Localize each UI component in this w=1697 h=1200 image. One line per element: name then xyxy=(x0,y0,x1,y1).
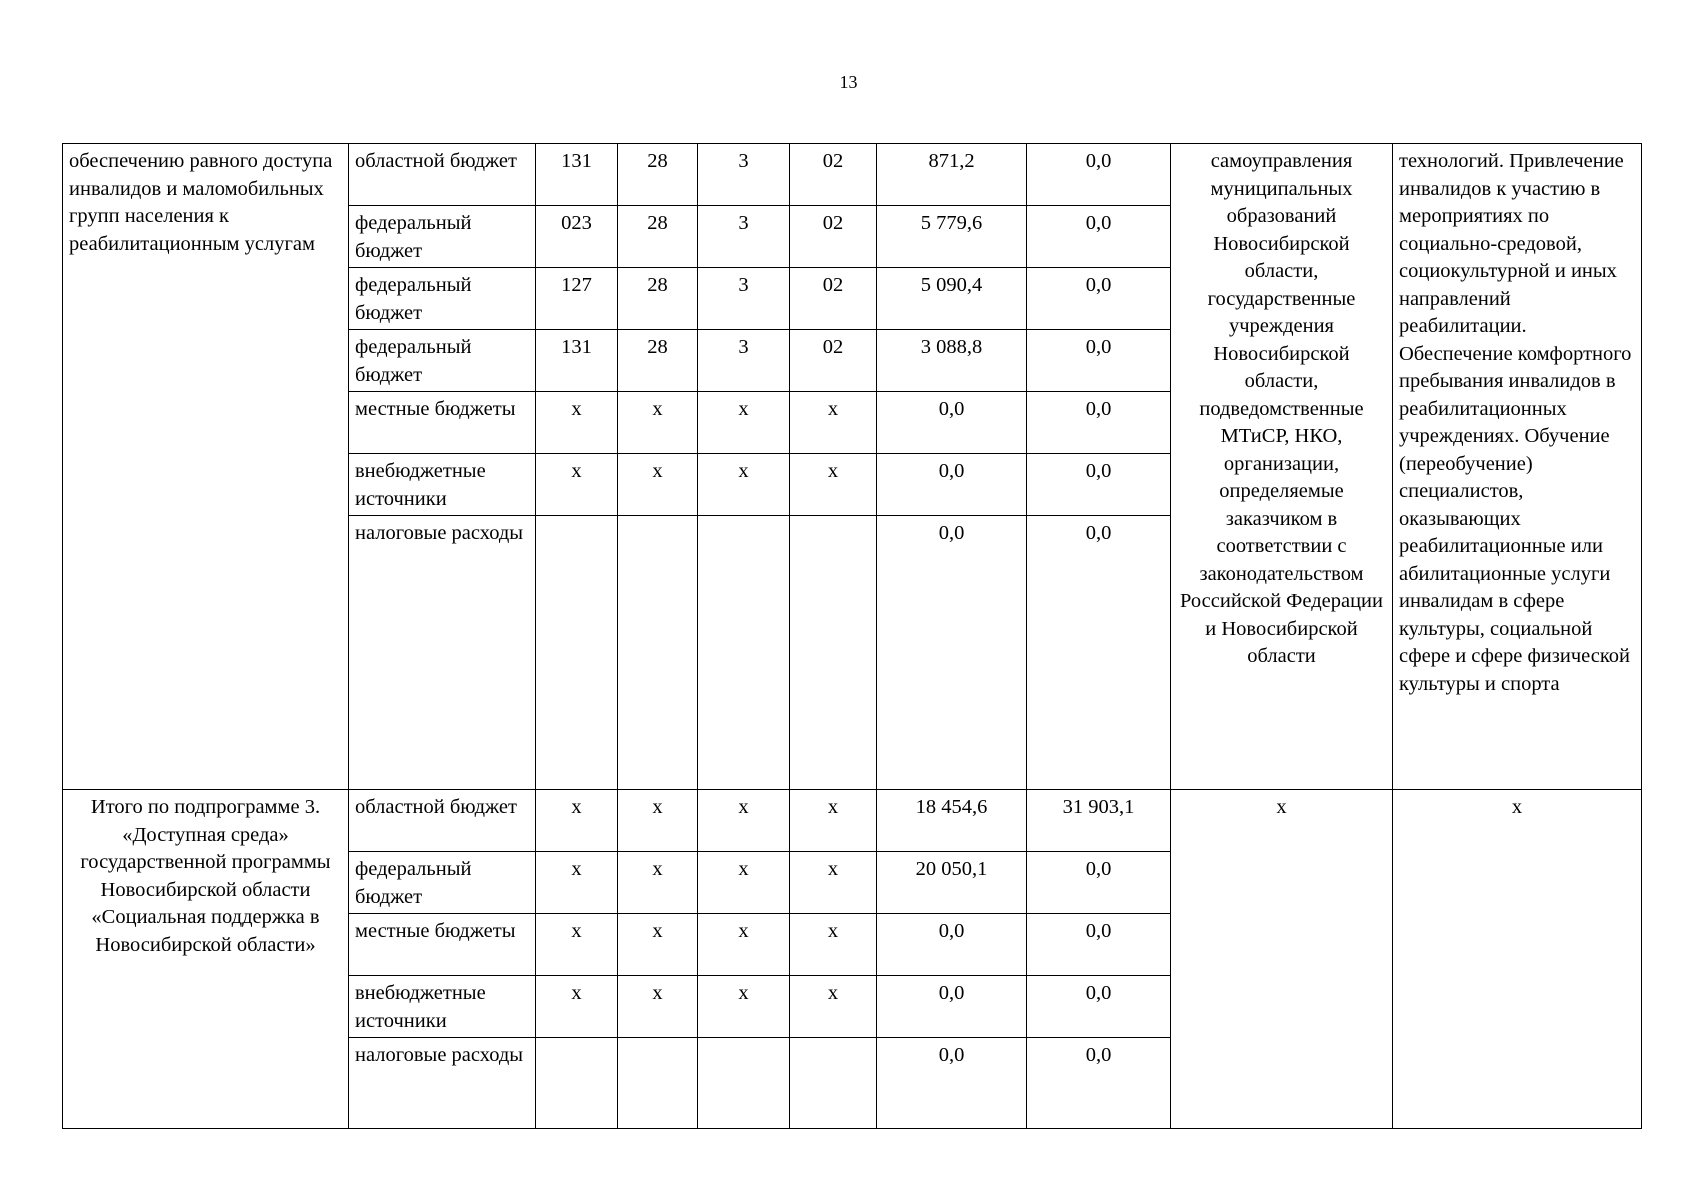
amount-cell: 0,0 xyxy=(1027,330,1171,392)
funding-source-cell: внебюджетные источники xyxy=(349,454,536,516)
amount-cell: 18 454,6 xyxy=(877,790,1027,852)
code-cell: x xyxy=(618,392,698,454)
amount-cell: 0,0 xyxy=(1027,852,1171,914)
code-cell: x xyxy=(790,790,877,852)
funding-source-cell: налоговые расходы xyxy=(349,516,536,790)
code-cell: 02 xyxy=(790,206,877,268)
code-cell: x xyxy=(536,790,618,852)
code-cell: 3 xyxy=(698,268,790,330)
funding-source-cell: федеральный бюджет xyxy=(349,206,536,268)
code-cell: x xyxy=(698,392,790,454)
amount-cell: 0,0 xyxy=(877,454,1027,516)
funding-source-cell: федеральный бюджет xyxy=(349,852,536,914)
amount-cell: 0,0 xyxy=(1027,392,1171,454)
amount-cell: 5 090,4 xyxy=(877,268,1027,330)
code-cell: 02 xyxy=(790,144,877,206)
funding-source-cell: областной бюджет xyxy=(349,144,536,206)
code-cell xyxy=(698,1038,790,1129)
code-cell: 28 xyxy=(618,144,698,206)
funding-source-cell: федеральный бюджет xyxy=(349,268,536,330)
program-table xyxy=(62,143,1642,1129)
amount-cell: 20 050,1 xyxy=(877,852,1027,914)
funding-source-cell: местные бюджеты xyxy=(349,914,536,976)
code-cell: x xyxy=(618,914,698,976)
code-cell: 28 xyxy=(618,330,698,392)
amount-cell: 0,0 xyxy=(877,1038,1027,1129)
code-cell: 02 xyxy=(790,330,877,392)
code-cell: 3 xyxy=(698,330,790,392)
code-cell: x xyxy=(698,976,790,1038)
amount-cell: 0,0 xyxy=(1027,144,1171,206)
amount-cell: 871,2 xyxy=(877,144,1027,206)
amount-cell: 0,0 xyxy=(877,976,1027,1038)
code-cell: 28 xyxy=(618,268,698,330)
amount-cell: 0,0 xyxy=(877,516,1027,790)
code-cell: 3 xyxy=(698,144,790,206)
code-cell: 127 xyxy=(536,268,618,330)
code-cell: x xyxy=(536,976,618,1038)
code-cell: x xyxy=(698,790,790,852)
code-cell: x xyxy=(536,392,618,454)
code-cell: 02 xyxy=(790,268,877,330)
code-cell xyxy=(618,1038,698,1129)
funding-source-cell: федеральный бюджет xyxy=(349,330,536,392)
amount-cell: 0,0 xyxy=(1027,976,1171,1038)
code-cell: 28 xyxy=(618,206,698,268)
code-cell: 131 xyxy=(536,144,618,206)
code-cell: x xyxy=(790,914,877,976)
amount-cell: 0,0 xyxy=(877,914,1027,976)
code-cell xyxy=(536,516,618,790)
code-cell xyxy=(536,1038,618,1129)
funding-source-cell: областной бюджет xyxy=(349,790,536,852)
event-title-cell: обеспечению равного доступа инвалидов и маломобильных групп населения к реабилитационным услугам xyxy=(63,144,349,790)
amount-cell: 5 779,6 xyxy=(877,206,1027,268)
code-cell: x xyxy=(790,392,877,454)
code-cell xyxy=(790,516,877,790)
amount-cell: 0,0 xyxy=(1027,268,1171,330)
code-cell: x xyxy=(698,852,790,914)
expected-result-cell: технологий. Привлечение инвалидов к участию в мероприятиях по социально-средовой, социокультурной и иных направлений реабилитации. Обеспечение комфортного пребывания инвалидов в реабилитационных учреждениях. Обучение (переобучение) специалистов, оказывающих реабилитационные или абилитационные услуги инвалидам в сфере культуры, социальной сфере и сфере физической культуры и спорта xyxy=(1393,144,1642,790)
amount-cell: 0,0 xyxy=(1027,516,1171,790)
executors-cell: x xyxy=(1171,790,1393,1129)
code-cell: 131 xyxy=(536,330,618,392)
code-cell: x xyxy=(790,454,877,516)
amount-cell: 31 903,1 xyxy=(1027,790,1171,852)
code-cell xyxy=(698,516,790,790)
code-cell xyxy=(618,516,698,790)
amount-cell: 0,0 xyxy=(1027,1038,1171,1129)
code-cell: x xyxy=(790,976,877,1038)
code-cell: x xyxy=(536,454,618,516)
amount-cell: 0,0 xyxy=(877,392,1027,454)
executors-cell: самоуправления муниципальных образований Новосибирской области, государственные учреждения Новосибирской области, подведомственные МТиСР, НКО, организации, определяемые заказчиком в соответствии с законодательством Российской Федерации и Новосибирской области xyxy=(1171,144,1393,790)
subprogram-total-title-cell: Итого по подпрограмме 3. «Доступная среда» государственной программы Новосибирской области «Социальная поддержка в Новосибирской области» xyxy=(63,790,349,1129)
page-number: 13 xyxy=(839,72,858,92)
code-cell: 3 xyxy=(698,206,790,268)
code-cell: x xyxy=(698,914,790,976)
amount-cell: 3 088,8 xyxy=(877,330,1027,392)
funding-source-cell: внебюджетные источники xyxy=(349,976,536,1038)
code-cell: x xyxy=(790,852,877,914)
code-cell: x xyxy=(536,852,618,914)
amount-cell: 0,0 xyxy=(1027,454,1171,516)
code-cell: x xyxy=(618,976,698,1038)
code-cell: x xyxy=(618,454,698,516)
code-cell: x xyxy=(618,852,698,914)
code-cell: x xyxy=(536,914,618,976)
code-cell: x xyxy=(618,790,698,852)
table-row xyxy=(63,144,1642,206)
code-cell: 023 xyxy=(536,206,618,268)
amount-cell: 0,0 xyxy=(1027,206,1171,268)
funding-source-cell: местные бюджеты xyxy=(349,392,536,454)
funding-source-cell: налоговые расходы xyxy=(349,1038,536,1129)
code-cell xyxy=(790,1038,877,1129)
code-cell: x xyxy=(698,454,790,516)
table-row xyxy=(63,790,1642,852)
expected-result-cell: x xyxy=(1393,790,1642,1129)
amount-cell: 0,0 xyxy=(1027,914,1171,976)
